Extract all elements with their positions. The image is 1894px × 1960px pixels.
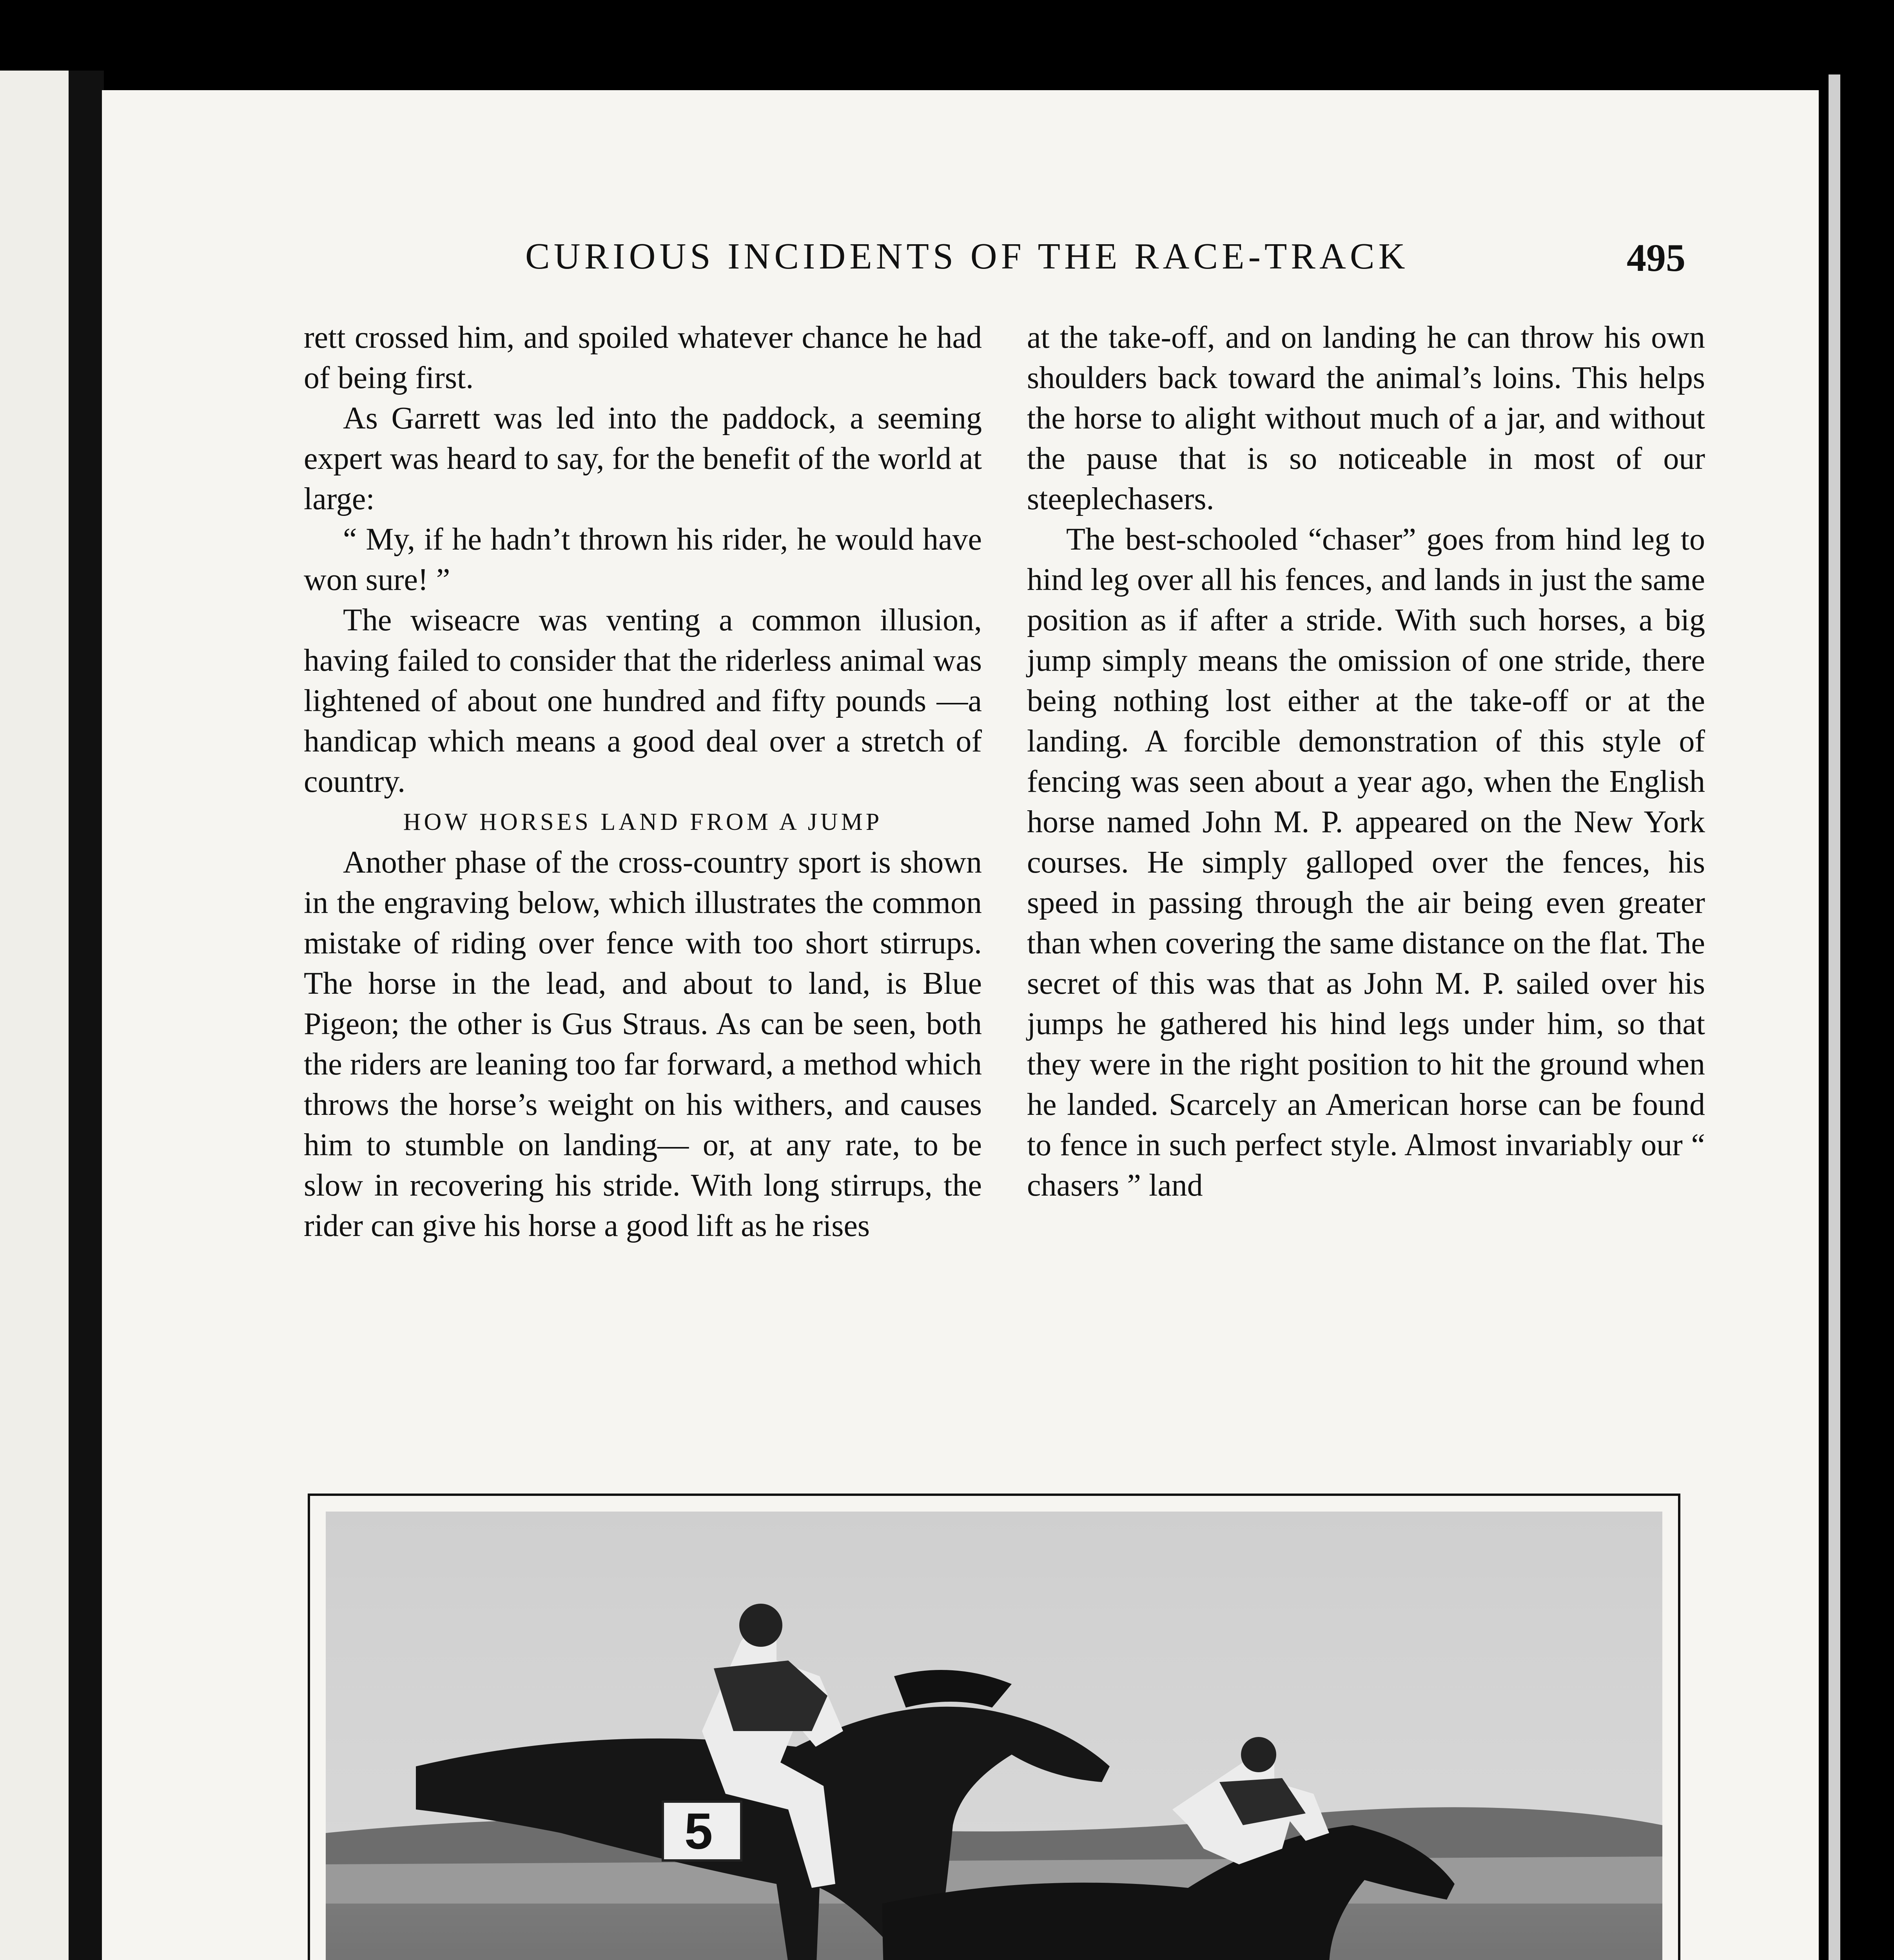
paragraph: “ My, if he hadn’t thrown his rider, he would have won sure! ” xyxy=(304,522,982,597)
steeplechase-illustration xyxy=(326,1512,1662,1960)
paragraph: Another phase of the cross-country sport is shown in the engraving below, which illustrates the common mistake of riding over fence with too short stirrups. The horse in the lead, and about to land, is Blue Pigeon; the other is Gus Straus. As can be seen, both the riders are leaning too far forward, a method which throws the horse’s weight on his withers, and causes him to stumble on landing— or, at any rate, to be slow in recovering his stride. With long stirrups, the rider can give his horse a good lift as he rises xyxy=(304,845,982,1243)
paragraph: As Garrett was led into the paddock, a seeming expert was heard to say, for the benefit of the world at large: xyxy=(304,401,982,516)
saddle-cloth-number: 5 xyxy=(684,1802,713,1860)
book-spine xyxy=(0,71,71,1960)
running-head: CURIOUS INCIDENTS OF THE RACE-TRACK xyxy=(525,236,1409,277)
steeplechase-photo xyxy=(326,1512,1662,1960)
page-gutter xyxy=(69,71,104,1960)
paragraph: rett crossed him, and spoiled whatever chance he had of being first. xyxy=(304,320,982,395)
scan-edge xyxy=(1829,74,1840,1960)
paragraph: at the take-off, and on landing he can throw his own shoulders back toward the animal’s loins. This helps the horse to alight without much of a jar, and without the pause that is so noticeable in most of our steeplechasers. xyxy=(1027,320,1705,516)
paragraph: The best-schooled “chaser” goes from hind leg to hind leg over all his fences, and lands in just the same position as if after a stride. With such horses, a big jump simply means the omission of one stride, there being nothing lost either at the take-off or at the landing. A forcible demonstration of this style of fencing was seen about a year ago, when the English horse named John M. P. appeared on the New York courses. He simply galloped over the fences, his speed in passing through the air being even greater than when covering the same distance on the flat. The secret of this was that as John M. P. sailed over his jumps he gathered his hind legs under him, so that they were in the right position to hit the ground when he landed. Scarcely an American horse can be found to fence in such perfect style. Almost invariably our “ chasers ” land xyxy=(1027,522,1705,1203)
text-column-right xyxy=(1027,318,1705,1206)
page-number: 495 xyxy=(1627,236,1685,279)
paragraph: The wiseacre was venting a common illusion, having failed to consider that the riderless animal was lightened of about one hundred and fifty pounds —a handicap which means a good deal over a stretch of country. xyxy=(304,603,982,799)
text-column-left xyxy=(304,318,982,1246)
section-subhead: HOW HORSES LAND FROM A JUMP xyxy=(403,809,883,835)
photo-frame xyxy=(308,1494,1680,1960)
